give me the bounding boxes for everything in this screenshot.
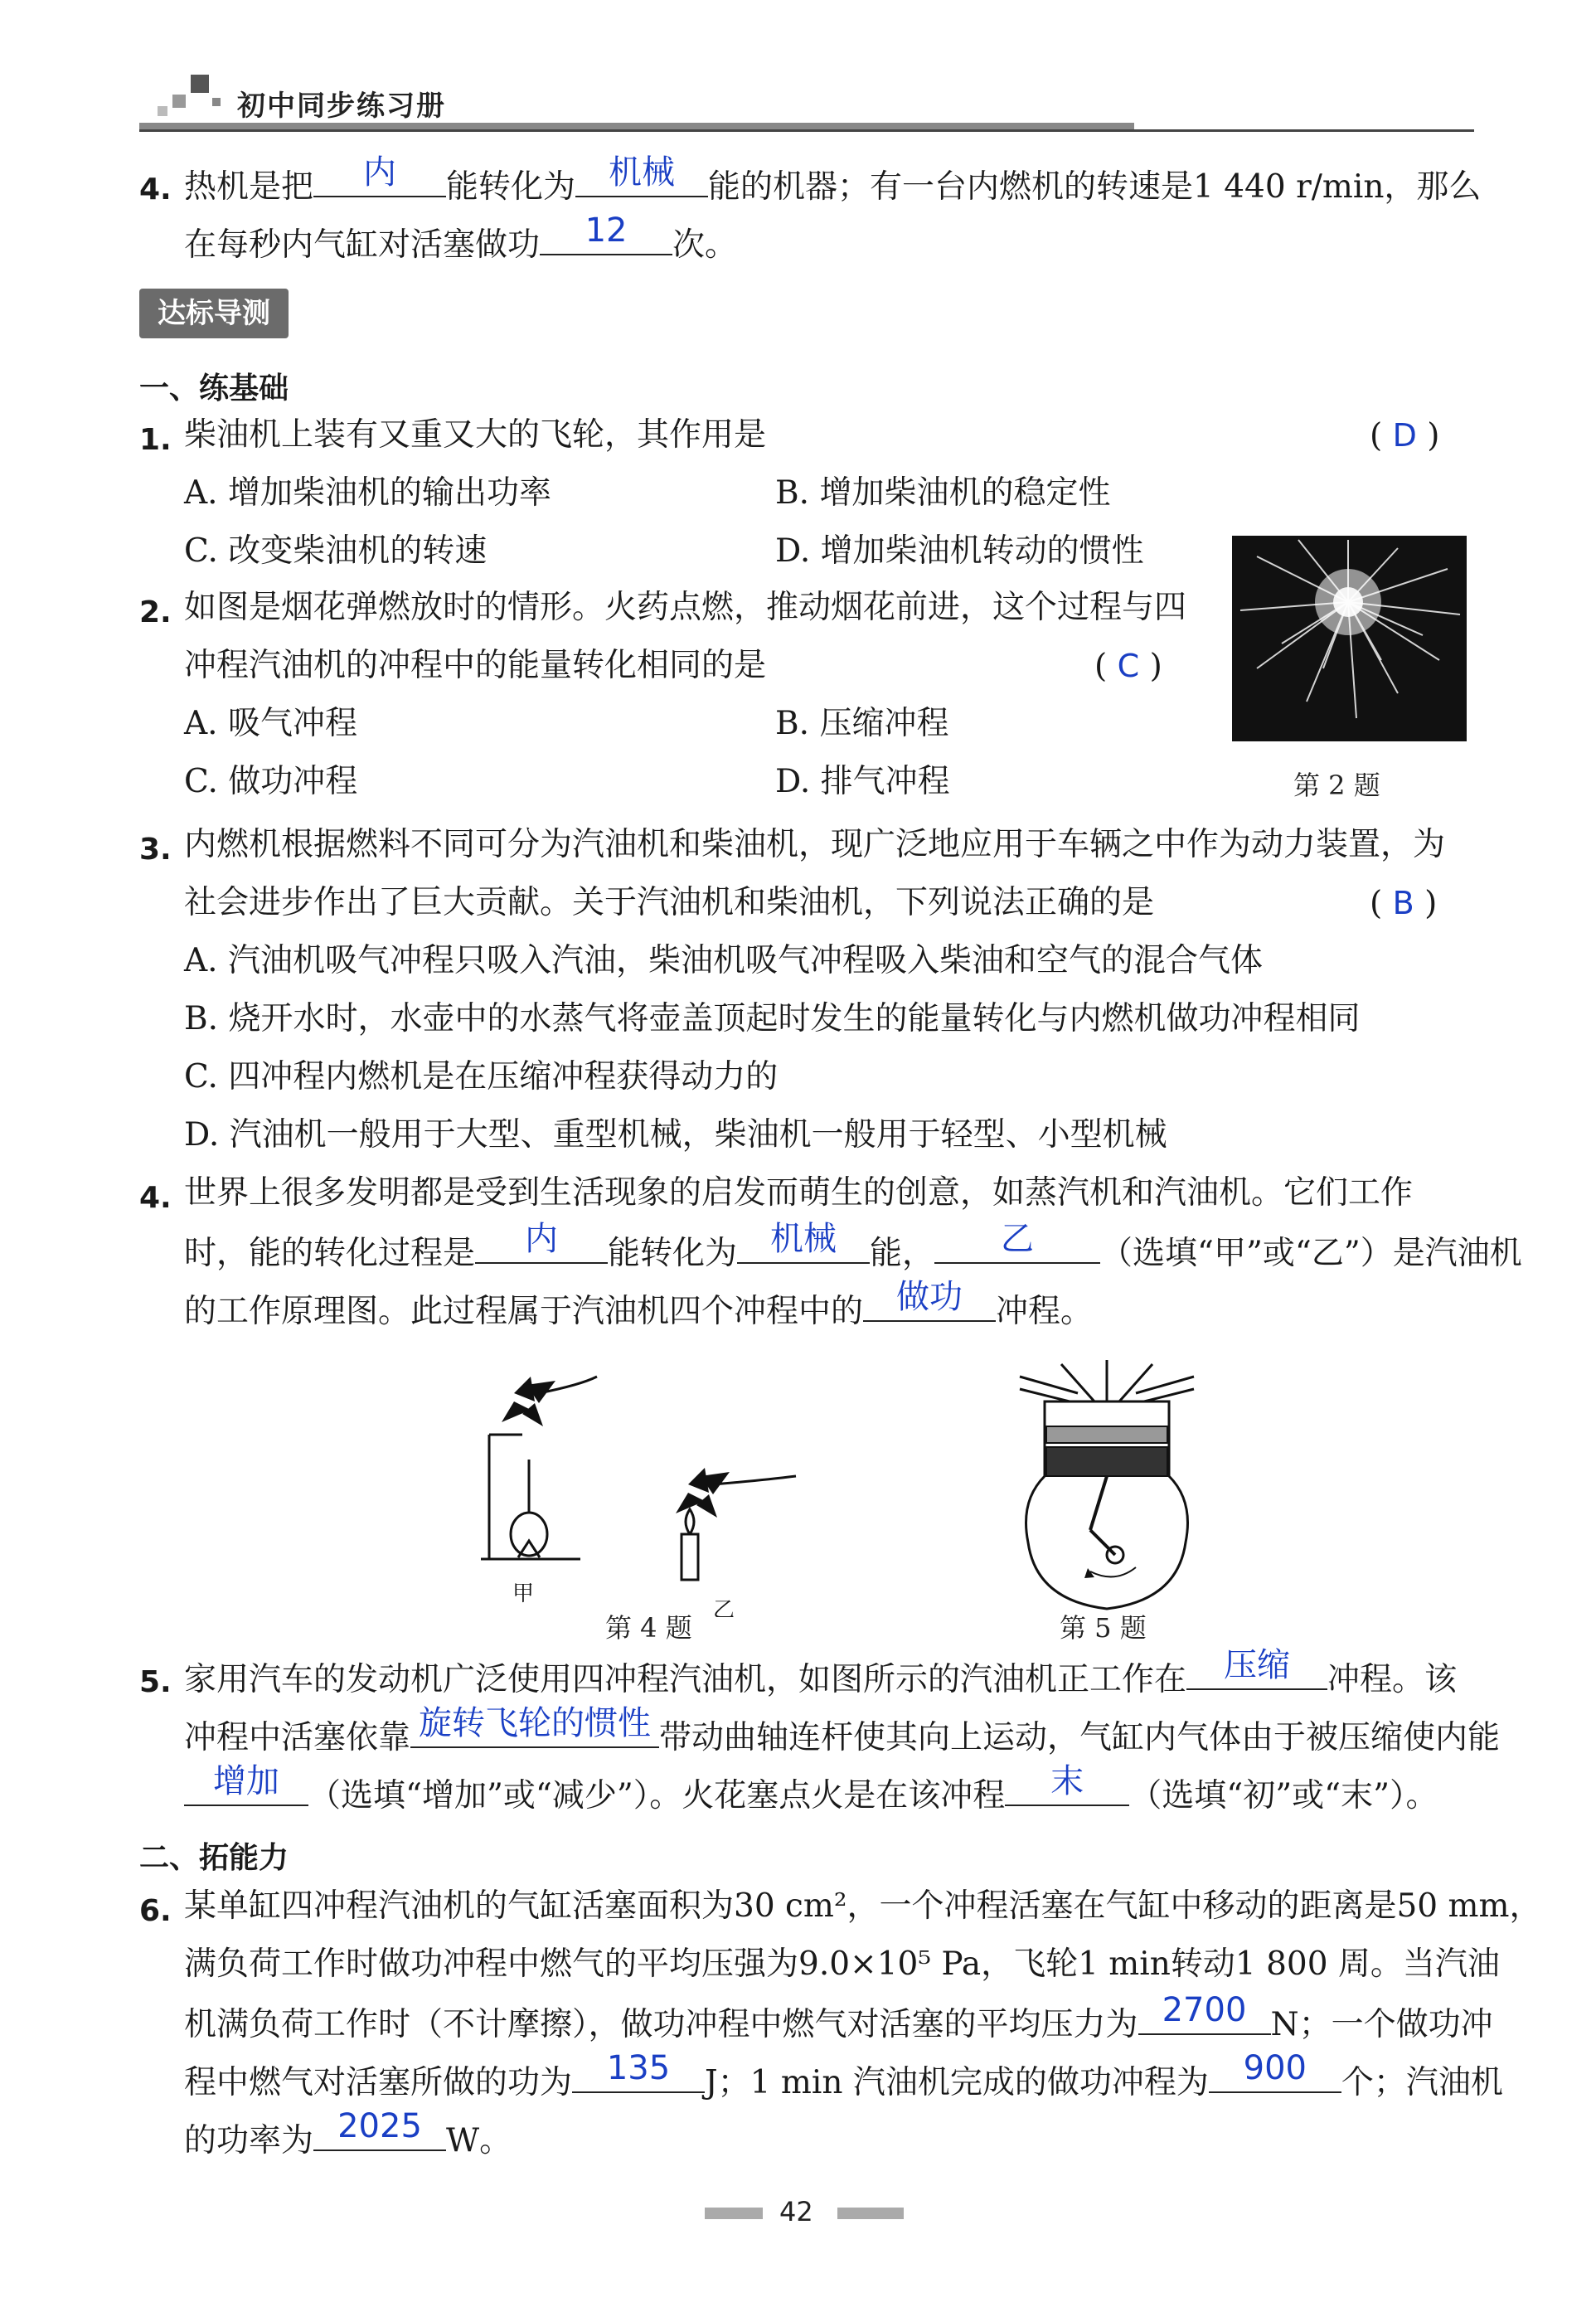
fig4-label-jia: 甲	[512, 1581, 535, 1606]
q2-option-a: A. 吸气冲程	[184, 705, 357, 742]
q5-caption: 第 5 题	[1060, 1612, 1147, 1644]
q2-line1: 如图是烟花弹燃放时的情形。火药点燃，推动烟花前进，这个过程与四	[184, 589, 1187, 626]
q1-option-b: B. 增加柴油机的稳定性	[775, 474, 1111, 512]
question-number: 6.	[139, 1894, 172, 1928]
q3-line1: 内燃机根据燃料不同可分为汽油机和柴油机，现广泛地应用于车辆之中作为动力装置，为	[184, 826, 1446, 863]
q6-line2: 满负荷工作时做功冲程中燃气的平均压强为9.0×10⁵ Pa，飞轮1 min转动1 800 周。当汽油	[184, 1945, 1500, 1983]
question-number: 4.	[139, 1181, 172, 1215]
part-heading-ability: 二、拓能力	[139, 1841, 289, 1875]
question-number: 5.	[139, 1665, 172, 1699]
q2-line2: 冲程汽油机的冲程中的能量转化相同的是	[184, 647, 767, 684]
page-number: 42	[779, 2196, 813, 2227]
q1-option-c: C. 改变柴油机的转速	[184, 532, 488, 570]
q4-line1: 世界上很多发明都是受到生活现象的启发而萌生的创意，如蒸汽机和汽油机。它们工作	[184, 1174, 1414, 1212]
q2-option-b: B. 压缩冲程	[775, 705, 949, 742]
section-label: 达标导测	[139, 289, 289, 338]
q2-answer: ( C )	[1094, 648, 1162, 685]
q3-answer: ( B )	[1370, 885, 1438, 922]
q6-line4: 程中燃气对活塞所做的功为 135 J；1 min 汽油机完成的做功冲程为 900 个；汽油机	[184, 2049, 1503, 2101]
q3-line2: 社会进步作出了巨大贡献。关于汽油机和柴油机，下列说法正确的是	[184, 884, 1155, 921]
page-header	[139, 58, 1474, 141]
question-number: 1.	[139, 423, 172, 457]
q1-option-d: D. 增加柴油机转动的惯性	[775, 532, 1144, 570]
q2-caption: 第 2 题	[1293, 770, 1380, 801]
fig4-label-yi: 乙	[713, 1598, 735, 1617]
q4-line3: 的工作原理图。此过程属于汽油机四个冲程中的 做功 冲程。	[184, 1278, 1094, 1330]
q1-option-a: A. 增加柴油机的输出功率	[184, 474, 551, 512]
q4-caption: 第 4 题	[605, 1612, 692, 1644]
header-rule	[139, 123, 1474, 133]
q5-engine-figure	[1011, 1343, 1202, 1617]
q5-line1: 家用汽车的发动机广泛使用四冲程汽油机，如图所示的汽油机正工作在 压缩 冲程。该	[184, 1646, 1458, 1698]
q6-line1: 某单缸四冲程汽油机的气缸活塞面积为30 cm²，一个冲程活塞在气缸中移动的距离是50 mm，	[184, 1887, 1542, 1925]
q3-option-d: D. 汽油机一般用于大型、重型机械，柴油机一般用于轻型、小型机械	[184, 1116, 1167, 1154]
q4-top-line2: 在每秒内气缸对活塞做功 12 次。	[184, 211, 738, 264]
question-number: 2.	[139, 595, 172, 629]
q2-option-c: C. 做功冲程	[184, 763, 358, 800]
part-heading-basic: 一、练基础	[139, 372, 289, 406]
q3-option-b: B. 烧开水时，水壶中的水蒸气将壶盖顶起时发生的能量转化与内燃机做功冲程相同	[184, 1000, 1361, 1037]
q4-line2: 时，能的转化过程是 内 能转化为 机械 能， 乙 （选填“甲”或“乙”）是汽油机	[184, 1220, 1522, 1272]
q2-option-d: D. 排气冲程	[775, 763, 950, 800]
q6-line3: 机满负荷工作时（不计摩擦），做功冲程中燃气对活塞的平均压力为 2700 N；一个做功冲	[184, 1991, 1493, 2043]
q3-option-c: C. 四冲程内燃机是在压缩冲程获得动力的	[184, 1058, 779, 1095]
question-number: 3.	[139, 833, 172, 867]
q1-stem: 柴油机上装有又重又大的飞轮，其作用是	[184, 416, 767, 454]
header-decoration-icon	[139, 68, 230, 126]
q1-answer: ( D )	[1370, 417, 1440, 454]
q4-figure	[464, 1343, 862, 1617]
q6-line5: 的功率为 2025 W。	[184, 2107, 512, 2159]
book-title: 初中同步练习册	[237, 90, 446, 123]
q5-line2: 冲程中活塞依靠 旋转飞轮的惯性 带动曲轴连杆使其向上运动，气缸内气体由于被压缩使内能	[184, 1704, 1501, 1756]
q4-top-line1: 热机是把 内 能转化为 机械 能的机器；有一台内燃机的转速是1 440 r/min，那么	[184, 153, 1482, 206]
q3-option-a: A. 汽油机吸气冲程只吸入汽油，柴油机吸气冲程吸入柴油和空气的混合气体	[184, 942, 1263, 979]
question-number: 4.	[139, 172, 172, 206]
q5-line3: 增加 （选填“增加”或“减少”）。火花塞点火是在该冲程 末 （选填“初”或“末”）。	[184, 1771, 1438, 1819]
firework-image	[1232, 536, 1467, 741]
